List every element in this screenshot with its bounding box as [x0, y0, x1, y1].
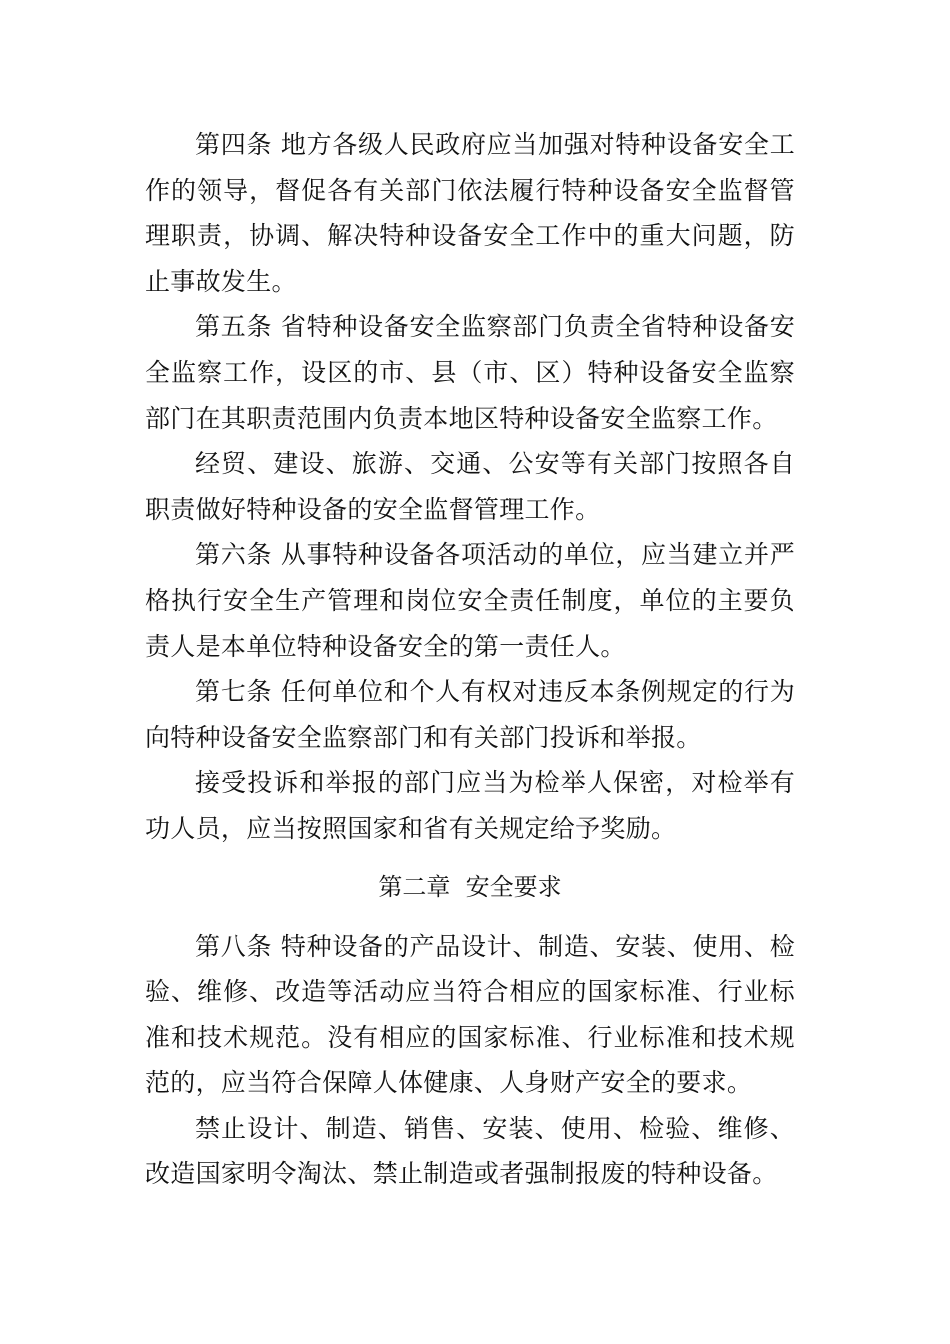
article-8-paragraph-2: 禁止设计、制造、销售、安装、使用、检验、维修、改造国家明令淘汰、禁止制造或者强制报废的特种设备。: [145, 1113, 795, 1189]
article-4-paragraph: 第四条 地方各级人民政府应当加强对特种设备安全工作的领导，督促各有关部门依法履行特种设备安全监督管理职责，协调、解决特种设备安全工作中的重大问题，防止事故发生。: [145, 130, 795, 296]
article-6-paragraph: 第六条 从事特种设备各项活动的单位，应当建立并严格执行安全生产管理和岗位安全责任制度，单位的主要负责人是本单位特种设备安全的第一责任人。: [145, 540, 795, 661]
article-7-paragraph-2: 接受投诉和举报的部门应当为检举人保密，对检举有功人员，应当按照国家和省有关规定给予奖励。: [145, 768, 795, 843]
article-5-paragraph-2: 经贸、建设、旅游、交通、公安等有关部门按照各自职责做好特种设备的安全监督管理工作。: [145, 449, 795, 524]
article-5-paragraph: 第五条 省特种设备安全监察部门负责全省特种设备安全监察工作，设区的市、县（市、区）特种设备安全监察部门在其职责范围内负责本地区特种设备安全监察工作。: [145, 312, 795, 433]
article-8-paragraph: 第八条 特种设备的产品设计、制造、安装、使用、检验、维修、改造等活动应当符合相应的国家标准、行业标准和技术规范。没有相应的国家标准、行业标准和技术规范的，应当符合保障人体健康、人身财产安全的要求。: [145, 931, 795, 1098]
article-7-paragraph: 第七条 任何单位和个人有权对违反本条例规定的行为向特种设备安全监察部门和有关部门投诉和举报。: [145, 677, 795, 752]
chapter-heading: 第二章 安全要求: [378, 872, 562, 901]
document-body: [145, 122, 795, 1197]
